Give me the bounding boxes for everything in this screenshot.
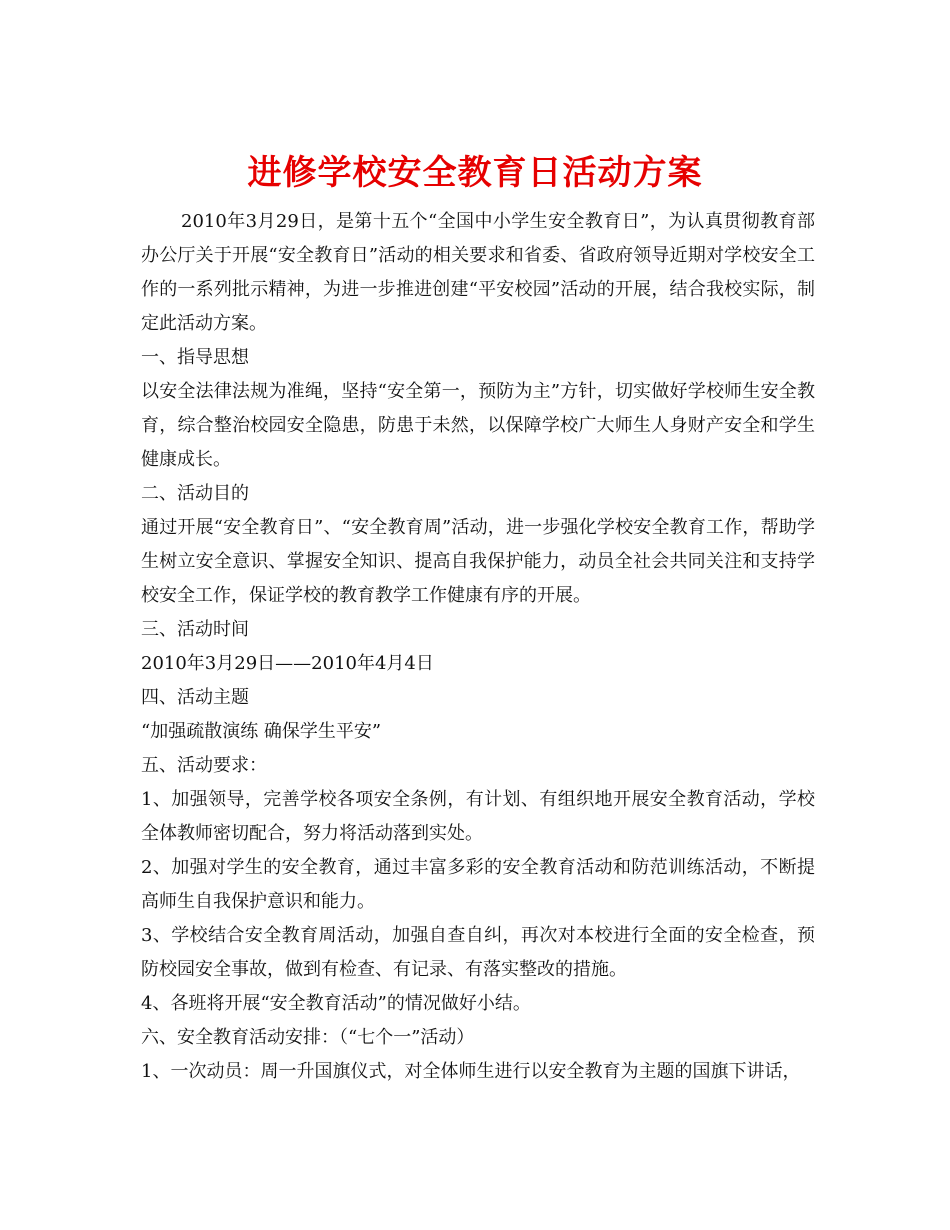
activity-time-paragraph: 2010年3月29日——2010年4月4日 [141,653,434,674]
activity-theme-paragraph: “加强疏散演练 确保学生平安” [141,721,382,742]
activity-purpose-paragraph: 通过开展“安全教育日”、“安全教育周”活动，进一步强化学校安全教育工作，帮助学生树立安全意识、掌握安全知识、提高自我保护能力，动员全社会共同关注和支持学校安全工作，保证学校的教育教学工作健康有序的开展。 [141,517,815,606]
document-body [141,205,815,1089]
guiding-ideology-paragraph: 以安全法律法规为准绳，坚持“安全第一，预防为主”方针，切实做好学校师生安全教育，综合整治校园安全隐患，防患于未然，以保障学校广大师生人身财产安全和学生健康成长。 [141,381,815,470]
document-title: 进修学校安全教育日活动方案 [247,152,703,193]
section-heading-activity-time: 三、活动时间 [141,619,249,640]
section-heading-guiding-ideology: 一、指导思想 [141,347,249,368]
requirement-item: 3、学校结合安全教育周活动，加强自查自纠，再次对本校进行全面的安全检查，预防校园安全事故，做到有检查、有记录、有落实整改的措施。 [141,925,815,980]
arrangement-item: 1、一次动员：周一升国旗仪式，对全体师生进行以安全教育为主题的国旗下讲话， [141,1061,801,1082]
intro-paragraph: 2010年3月29日，是第十五个“全国中小学生安全教育日”，为认真贯彻教育部办公厅关于开展“安全教育日”活动的相关要求和省委、省政府领导近期对学校安全工作的一系列批示精神，为进一步推进创建“平安校园”活动的开展，结合我校实际，制定此活动方案。 [141,211,815,334]
section-heading-activity-theme: 四、活动主题 [141,687,249,708]
section-heading-activity-purpose: 二、活动目的 [141,483,249,504]
requirement-item: 4、各班将开展“安全教育活动”的情况做好小结。 [141,993,531,1014]
section-heading-activity-arrangement: 六、安全教育活动安排：（“七个一”活动） [141,1027,475,1048]
requirement-item: 2、加强对学生的安全教育，通过丰富多彩的安全教育活动和防范训练活动，不断提高师生自我保护意识和能力。 [141,857,815,912]
requirement-item: 1、加强领导，完善学校各项安全条例，有计划、有组织地开展安全教育活动，学校全体教师密切配合，努力将活动落到实处。 [141,789,815,844]
section-heading-activity-requirements: 五、活动要求： [141,755,267,776]
